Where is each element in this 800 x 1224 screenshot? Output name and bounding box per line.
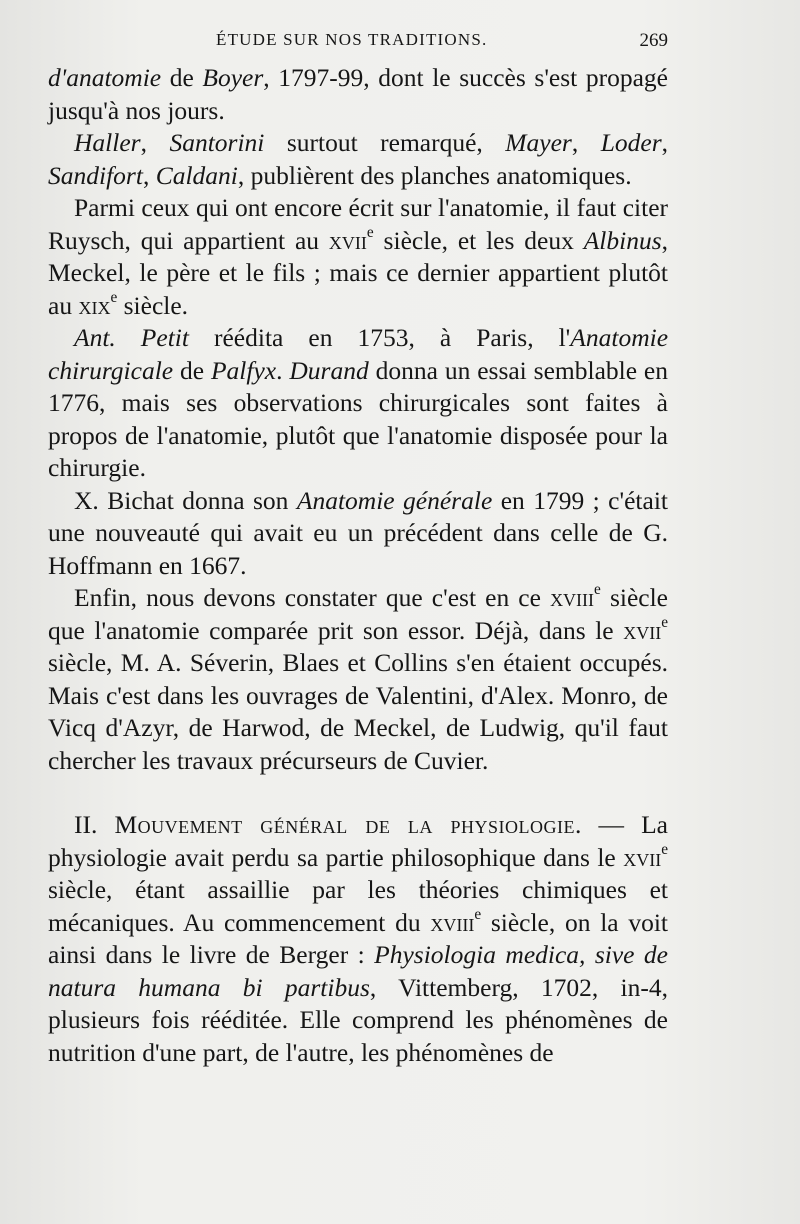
text-run: , Vittemberg, 1702, in-4, plusieurs fois rééditée. Elle comprend les phénomènes de nutrition d'une part, de l'autre, les phénomènes de <box>48 972 668 1067</box>
section-heading: Mouvement général de la physiologie <box>114 810 576 839</box>
running-title: ÉTUDE SUR NOS TRADITIONS. <box>216 30 488 49</box>
text-run: , publièrent des planches anatomiques. <box>237 160 632 190</box>
text-run: , 1797-99, dont le succès s'est propagé jusqu'à nos jours. <box>48 63 668 125</box>
century-numeral: xviii <box>550 583 595 612</box>
author-name: Santorini <box>169 128 265 157</box>
running-head <box>48 30 668 60</box>
author-name: Palfyx <box>210 355 277 385</box>
paragraph-6 <box>48 582 668 777</box>
text-run: siècle que l'anatomie comparée prit son essor. Déjà, dans le <box>48 583 668 645</box>
book-title: Anatomie chirurgicale <box>48 323 669 385</box>
text-run: , <box>140 128 170 157</box>
italic-term: d'anatomie <box>48 63 162 92</box>
text-run: X. Bichat donna son <box>74 485 297 515</box>
text-run: surtout remarqué, <box>264 128 506 157</box>
superscript: e <box>594 580 601 598</box>
paragraph-7 <box>48 809 668 1069</box>
paragraph-4 <box>48 322 668 485</box>
paragraph-3 <box>48 192 668 322</box>
text-run: . — La physiologie avait perdu sa partie philosophique dans le <box>48 810 668 872</box>
text-run: siècle, M. A. Séverin, Blaes et Collins s'en étaient occupés. Mais c'est dans les ouvrages de Valentini, d'Alex. Monro, de Vicq d'Azyr, de Harwod, de Meckel, de Ludwig, qu'il faut chercher les travaux précurseurs de Cuvier. <box>48 648 668 775</box>
century-numeral: xvii <box>328 225 367 255</box>
superscript: e <box>110 288 118 306</box>
text-run: de <box>161 63 203 92</box>
century-numeral: xviii <box>430 907 475 937</box>
text-run: siècle, on la voit ainsi dans le livre de Berger : <box>48 907 668 969</box>
text-run: donna un essai semblable en 1776, mais ses observations chirurgicales sont faites à propos de l'anatomie, plutôt que l'anatomie disposée pour la chirurgie. <box>48 355 668 482</box>
text-run: , Meckel, le père et le fils ; mais ce dernier appartient plutôt au <box>48 225 668 320</box>
text-run: . <box>276 355 290 385</box>
text-run: Parmi ceux qui ont encore écrit sur l'anatomie, il faut citer Ruysch, qui appartient au <box>48 193 668 255</box>
author-name: Albinus <box>583 225 662 255</box>
author-name: Ant. Petit <box>74 323 189 352</box>
author-name: Haller <box>74 128 141 157</box>
text-run: Enfin, nous devons constater que c'est en ce <box>74 583 551 612</box>
century-numeral: xvii <box>623 842 662 872</box>
author-name: Sandifort <box>48 160 143 190</box>
section-number: II. <box>74 810 115 839</box>
century-numeral: xix <box>78 290 111 320</box>
superscript: e <box>661 613 668 631</box>
text-run: de <box>173 355 211 385</box>
book-title: Anatomie générale <box>296 485 493 515</box>
text-run: en 1799 ; c'était une nouveauté qui avait eu un précédent dans celle de G. Hoffmann en 1667. <box>48 485 668 580</box>
body-text <box>48 62 668 1069</box>
author-name: Boyer <box>202 63 264 92</box>
text-run: , <box>661 128 669 157</box>
superscript: e <box>661 840 668 858</box>
page-number: 269 <box>639 30 668 51</box>
century-numeral: xvii <box>623 615 662 645</box>
text-run: siècle, étant assaillie par les théories chimiques et mécaniques. Au commencement du <box>48 875 668 937</box>
superscript: e <box>366 223 374 241</box>
text-run: siècle. <box>117 290 189 320</box>
superscript: e <box>474 905 482 923</box>
book-title: Physiologia medica, sive de natura humana bi partibus <box>48 940 669 1002</box>
author-name: Mayer <box>505 128 572 157</box>
author-name: Caldani <box>155 160 238 190</box>
text-run: siècle, et les deux <box>373 225 584 255</box>
author-name: Durand <box>289 355 369 385</box>
paragraph-2 <box>48 127 668 192</box>
text-run: , <box>142 160 156 190</box>
author-name: Loder <box>600 128 662 157</box>
paragraph-5 <box>48 485 668 583</box>
text-run: réédita en 1753, à Paris, l' <box>188 323 571 352</box>
paragraph-1 <box>48 62 668 127</box>
text-run: , <box>571 128 601 157</box>
